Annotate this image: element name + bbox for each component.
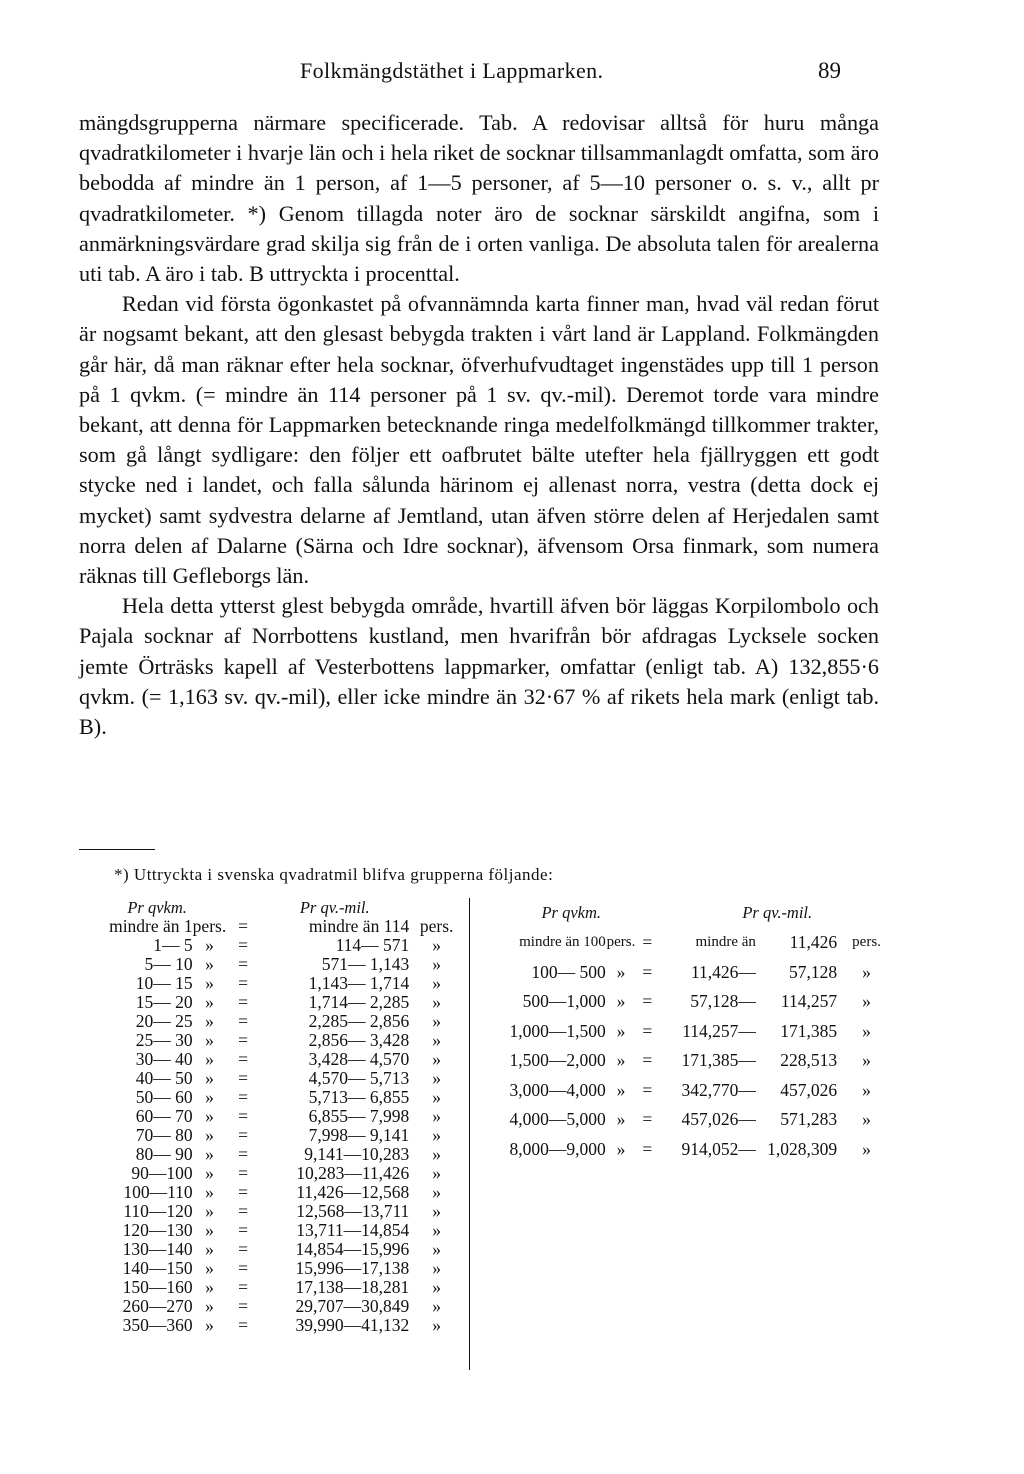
unit-mark: » [205, 973, 214, 993]
unit-mark: » [432, 1182, 442, 1202]
equals-sign: = [238, 992, 248, 1012]
unit-mark: pers. [192, 916, 227, 936]
unit-mark: » [432, 1315, 442, 1335]
unit-mark: » [205, 1087, 214, 1107]
unit-mark: » [205, 1011, 214, 1031]
qvmil-range: 17,138—18,281 [295, 1277, 410, 1297]
qvkm-range: 260—270 [122, 1296, 193, 1316]
unit-mark: » [616, 1020, 626, 1041]
unit-mark: » [432, 1087, 442, 1107]
column-header: Pr qv.-mil. [299, 898, 370, 917]
equals-sign: = [238, 1258, 248, 1278]
unit-mark: » [205, 992, 214, 1012]
table-row [88, 1240, 464, 1259]
qvmil-range: 114— 571 [335, 935, 410, 955]
unit-mark: » [205, 1201, 214, 1221]
unit-mark: » [616, 1109, 626, 1130]
unit-mark: » [205, 935, 214, 955]
unit-mark: » [205, 1277, 214, 1297]
body-text [79, 108, 879, 742]
page-header [0, 58, 1024, 90]
table-row [484, 1134, 896, 1164]
qvmil-range-start: 457,026— [681, 1109, 756, 1130]
unit-mark: » [432, 1106, 442, 1126]
column-header: Pr qv.-mil. [742, 902, 813, 922]
unit-mark: » [432, 954, 442, 974]
equals-sign: = [238, 1163, 248, 1183]
unit-mark: pers. [419, 916, 454, 936]
column-header: Pr qvkm. [127, 898, 187, 917]
qvkm-range: mindre än 100 [519, 934, 606, 951]
table-row [484, 987, 896, 1017]
table-row [88, 1164, 464, 1183]
qvkm-range: 1— 5 [153, 935, 193, 955]
equals-sign: = [642, 1050, 653, 1071]
unit-mark: » [432, 1239, 442, 1259]
equals-sign: = [238, 1068, 248, 1088]
table-row [484, 1016, 896, 1046]
unit-mark: » [616, 991, 626, 1012]
qvkm-range: 70— 80 [135, 1125, 193, 1145]
equals-sign: = [238, 1011, 248, 1031]
table-row [88, 1088, 464, 1107]
equals-sign: = [238, 1182, 248, 1202]
qvkm-range: 120—130 [122, 1220, 193, 1240]
qvmil-range-end: 114,257 [780, 991, 838, 1012]
table-row [484, 1075, 896, 1105]
table-row [484, 928, 896, 958]
table-row [88, 1050, 464, 1069]
qvmil-range-start: 57,128— [690, 991, 756, 1012]
unit-mark: » [205, 1068, 214, 1088]
equals-sign: = [238, 1144, 248, 1164]
qvkm-range: mindre än 1 [109, 916, 193, 936]
unit-mark: » [205, 1239, 214, 1259]
equals-sign: = [642, 991, 653, 1012]
footnote-rule [79, 849, 155, 850]
qvmil-range-end: 171,385 [780, 1020, 838, 1041]
qvmil-range-start: 114,257— [682, 1020, 756, 1041]
table-row [88, 936, 464, 955]
equals-sign: = [238, 1125, 248, 1145]
table-row [88, 1145, 464, 1164]
table-row [88, 974, 464, 993]
equals-sign: = [238, 954, 248, 974]
qvmil-range-start: 914,052— [681, 1138, 756, 1159]
paragraph: Hela detta ytterst glest bebygda område, hvartill äfven bör läggas Korpilombolo och Pajala socknar af Norrbottens kustland, men hvarifrån bör afdragas Lycksele socken jemte Örträsks kapell af Vesterbottens lappmarker, omfattar (enligt tab. A) 132,855·6 qvkm. (= 1,163 sv. qv.-mil), eller icke mindre än 32·67 % af rikets hela mark (enligt tab. B). [79, 593, 879, 740]
unit-mark: » [862, 961, 871, 982]
equals-sign: = [642, 1109, 653, 1130]
qvkm-range: 25— 30 [135, 1030, 193, 1050]
unit-mark: » [862, 991, 871, 1012]
qvmil-range: 5,713— 6,855 [308, 1087, 410, 1107]
qvmil-range-end: 1,028,309 [767, 1138, 838, 1159]
running-title: Folkmängdstäthet i Lappmarken. [300, 58, 604, 83]
footnote-intro: *) Uttryckta i svenska qvadratmil blifva grupperna följande: [114, 865, 554, 884]
unit-mark: » [432, 1201, 442, 1221]
qvkm-range: 1,000—1,500 [509, 1020, 606, 1041]
unit-mark: » [205, 1125, 214, 1145]
unit-mark: » [432, 1258, 442, 1278]
unit-mark: » [205, 1182, 214, 1202]
equals-sign: = [238, 1220, 248, 1240]
table-row [88, 1316, 464, 1335]
qvmil-range: 9,141—10,283 [304, 1144, 410, 1164]
unit-mark: » [862, 1109, 871, 1130]
qvmil-range: 13,711—14,854 [296, 1220, 410, 1240]
unit-mark: » [616, 1138, 626, 1159]
unit-mark: » [862, 1020, 871, 1041]
unit-mark: » [432, 1030, 442, 1050]
qvkm-range: 500—1,000 [522, 991, 606, 1012]
qvkm-range: 110—120 [123, 1201, 193, 1221]
column-header: Pr qvkm. [541, 902, 602, 922]
table-row [88, 1031, 464, 1050]
unit-mark: » [432, 935, 442, 955]
equals-sign: = [238, 1030, 248, 1050]
qvmil-range-end: 228,513 [780, 1050, 838, 1071]
equals-sign: = [238, 1315, 248, 1335]
unit-mark: » [432, 992, 442, 1012]
qvmil-range: 2,285— 2,856 [308, 1011, 410, 1031]
unit-mark: » [432, 1296, 442, 1316]
qvkm-range: 80— 90 [135, 1144, 193, 1164]
table-row [88, 1126, 464, 1145]
equals-sign: = [642, 1079, 653, 1100]
equals-sign: = [642, 932, 653, 953]
unit-mark: » [432, 1163, 442, 1183]
qvmil-range: 4,570— 5,713 [308, 1068, 410, 1088]
equals-sign: = [238, 973, 248, 993]
equals-sign: = [238, 1087, 248, 1107]
qvmil-range: 15,996—17,138 [295, 1258, 410, 1278]
table-row [88, 1012, 464, 1031]
unit-mark: » [205, 1296, 214, 1316]
unit-mark: » [862, 1050, 871, 1071]
qvmil-range: 1,714— 2,285 [308, 992, 410, 1012]
qvkm-range: 100— 500 [531, 961, 606, 982]
qvmil-range: 3,428— 4,570 [308, 1049, 410, 1069]
qvkm-range: 4,000—5,000 [509, 1109, 606, 1130]
unit-mark: pers. [606, 934, 636, 951]
qvmil-range-end: 57,128 [788, 961, 838, 982]
table-row [88, 955, 464, 974]
qvmil-range-start: 171,385— [681, 1050, 756, 1071]
qvmil-range: 11,426—12,568 [296, 1182, 410, 1202]
qvkm-range: 140—150 [122, 1258, 193, 1278]
equals-sign: = [642, 1138, 653, 1159]
qvmil-range-end: 11,426 [789, 932, 838, 953]
qvmil-range: mindre än 114 [308, 916, 410, 936]
unit-mark: » [205, 1144, 214, 1164]
unit-mark: » [205, 1220, 214, 1240]
qvmil-range: 10,283—11,426 [296, 1163, 410, 1183]
page-number: 89 [818, 58, 841, 83]
qvmil-range: 39,990—41,132 [295, 1315, 410, 1335]
table-row [88, 1278, 464, 1297]
unit-mark: » [205, 1258, 214, 1278]
unit-mark: » [432, 1144, 442, 1164]
unit-mark: » [616, 961, 626, 982]
equals-sign: = [238, 1296, 248, 1316]
table-row [484, 957, 896, 987]
table-row [88, 1297, 464, 1316]
table-row [88, 1107, 464, 1126]
qvmil-range: 7,998— 9,141 [308, 1125, 410, 1145]
qvmil-range-start: 342,770— [681, 1079, 756, 1100]
equals-sign: = [238, 1106, 248, 1126]
table-row [484, 1046, 896, 1076]
paragraph: Redan vid första ögonkastet på ofvannämnda karta finner man, hvad väl redan förut är nogsamt bekant, att den glesast bebygda trakten i vårt land är Lappland. Folkmängden går här, då man räknar efter hela socknar, öfverhufvudtaget ingenstädes upp till 1 person på 1 qvkm. (= mindre än 114 personer på 1 sv. qv.-mil). Deremot torde vara mindre bekant, att denna för Lappmarken betecknande ringa medelfolkmängd tillkommer trakter, som gå långt sydligare: den följer ett oafbrutet bälte utefter hela fjällryggen ett godt stycke ned i landet, och falla sålunda härinom ej allenast norra, vestra (detta dock ej mycket) samt sydvestra delarne af Jemtland, utan äfven större delen af Herjedalen samt norra delen af Dalarne (Särna och Idre socknar), äfvensom Orsa finmark, som numera räknas till Gefleborgs län. [79, 291, 879, 589]
unit-mark: » [205, 1315, 214, 1335]
qvkm-range: 30— 40 [135, 1049, 193, 1069]
qvmil-range: 1,143— 1,714 [308, 973, 410, 993]
qvkm-range: 100—110 [123, 1182, 193, 1202]
qvkm-range: 350—360 [122, 1315, 193, 1335]
equals-sign: = [642, 1020, 653, 1041]
qvmil-range-end: 571,283 [780, 1109, 838, 1130]
qvmil-range: 12,568—13,711 [296, 1201, 410, 1221]
table-row [88, 1069, 464, 1088]
unit-mark: » [432, 973, 442, 993]
qvmil-range-start: mindre än [695, 934, 756, 951]
qvmil-range: 14,854—15,996 [295, 1239, 410, 1259]
equals-sign: = [238, 1277, 248, 1297]
unit-mark: » [205, 1163, 214, 1183]
unit-mark: » [862, 1079, 871, 1100]
equals-sign: = [642, 961, 653, 982]
unit-mark: » [432, 1068, 442, 1088]
qvkm-range: 15— 20 [135, 992, 193, 1012]
qvkm-range: 150—160 [122, 1277, 193, 1297]
table-row [88, 1259, 464, 1278]
unit-mark: » [205, 954, 214, 974]
qvkm-range: 8,000—9,000 [509, 1138, 606, 1159]
qvkm-range: 50— 60 [135, 1087, 193, 1107]
table-row [88, 993, 464, 1012]
table-header-row [88, 898, 464, 917]
qvkm-range: 60— 70 [135, 1106, 193, 1126]
equals-sign: = [238, 1049, 248, 1069]
qvmil-range-start: 11,426— [690, 961, 756, 982]
table-row [88, 1202, 464, 1221]
qvkm-range: 20— 25 [135, 1011, 193, 1031]
table-row [88, 917, 464, 936]
qvmil-range: 6,855— 7,998 [308, 1106, 410, 1126]
unit-mark: » [862, 1138, 871, 1159]
equals-sign: = [238, 1239, 248, 1259]
qvkm-range: 90—100 [131, 1163, 193, 1183]
qvmil-range: 29,707—30,849 [295, 1296, 410, 1316]
qvmil-range: 571— 1,143 [321, 954, 410, 974]
unit-mark: » [616, 1050, 626, 1071]
qvkm-range: 10— 15 [135, 973, 193, 993]
column-divider [469, 898, 470, 1370]
qvmil-range-end: 457,026 [780, 1079, 838, 1100]
table-row [88, 1221, 464, 1240]
unit-mark: » [616, 1079, 626, 1100]
conversion-table-right [484, 898, 896, 1164]
qvmil-range: 2,856— 3,428 [308, 1030, 410, 1050]
qvkm-range: 3,000—4,000 [509, 1079, 606, 1100]
qvkm-range: 40— 50 [135, 1068, 193, 1088]
unit-mark: » [432, 1277, 442, 1297]
equals-sign: = [238, 935, 248, 955]
table-header-row [484, 898, 896, 928]
unit-mark: » [432, 1125, 442, 1145]
conversion-table-left [88, 898, 464, 1335]
qvkm-range: 1,500—2,000 [509, 1050, 606, 1071]
equals-sign: = [238, 1201, 248, 1221]
qvkm-range: 5— 10 [144, 954, 193, 974]
unit-mark: » [205, 1049, 214, 1069]
equals-sign: = [238, 916, 248, 936]
unit-mark: pers. [852, 934, 881, 951]
unit-mark: » [432, 1220, 442, 1240]
unit-mark: » [205, 1030, 214, 1050]
unit-mark: » [205, 1106, 214, 1126]
unit-mark: » [432, 1049, 442, 1069]
paragraph: mängdsgrupperna närmare specificerade. Tab. A redovisar alltså för huru många qvadratkilometer i hvarje län och i hela riket de socknar tillsammanlagdt omfatta, som äro bebodda af mindre än 1 person, af 1—5 personer, af 5—10 personer o. s. v., allt pr qvadratkilometer. *) Genom tillagda noter äro de socknar särskildt angifna, som i anmärkningsvärdare grad skilja sig från de i orten vanliga. De absoluta talen för arealerna uti tab. A äro i tab. B uttryckta i procenttal. [79, 110, 879, 287]
unit-mark: » [432, 1011, 442, 1031]
table-row [88, 1183, 464, 1202]
qvkm-range: 130—140 [122, 1239, 193, 1259]
table-row [484, 1105, 896, 1135]
